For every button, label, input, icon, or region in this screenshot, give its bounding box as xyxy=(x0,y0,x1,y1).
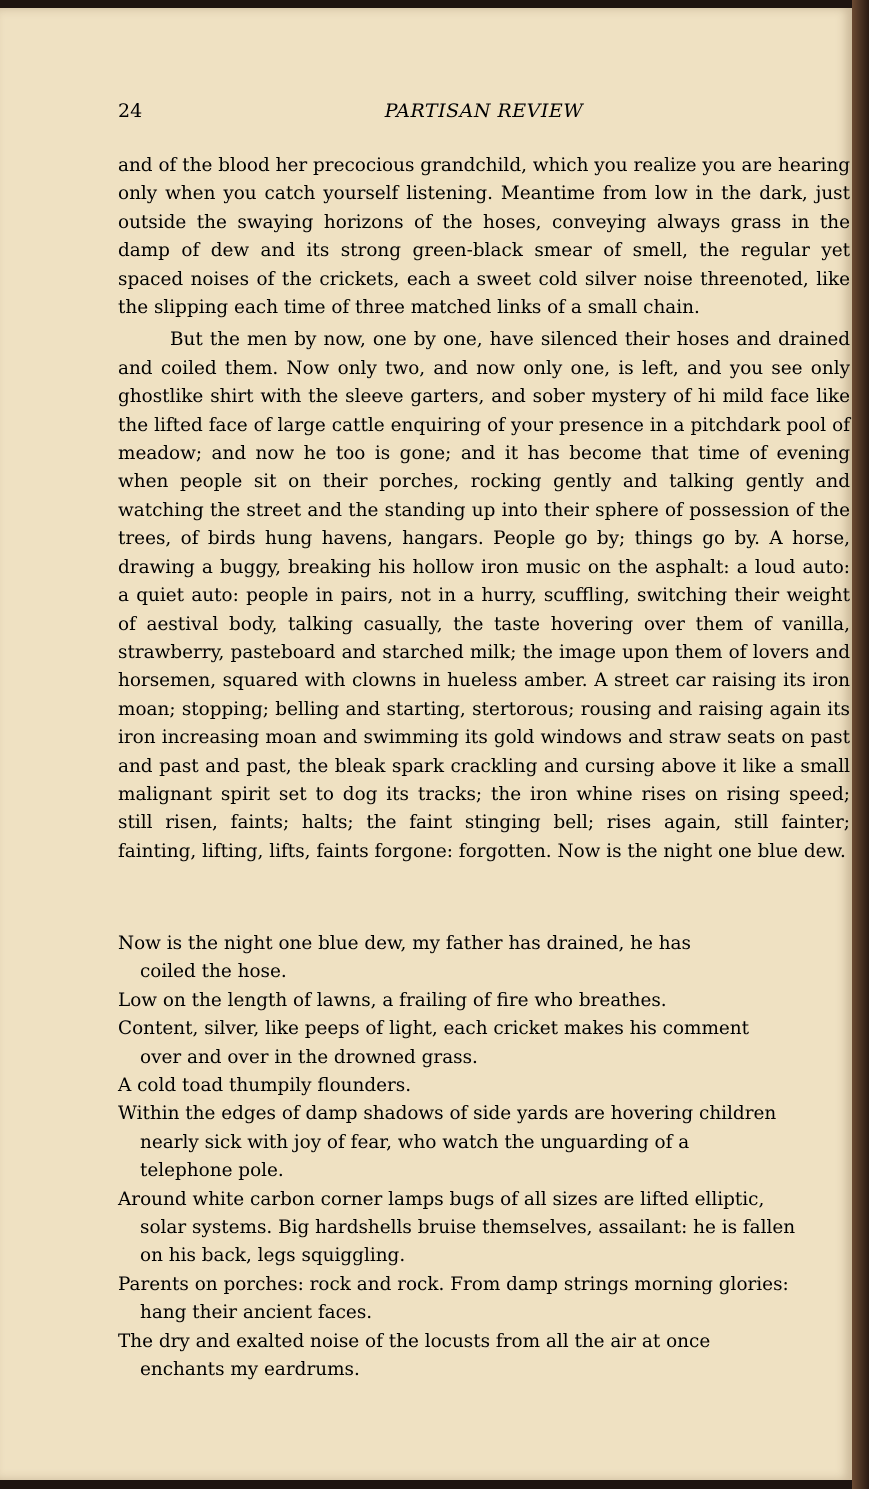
page-header xyxy=(118,100,850,130)
verse-line-2: Low on the length of lawns, a frailing of fire who breathes. xyxy=(118,989,667,1011)
running-title: PARTISAN REVIEW xyxy=(384,100,584,122)
prose-paragraph-2: But the men by now, one by one, have silenced their hoses and drained and coiled them. Now only two, and now only one, is left, and you see only ghostlike shirt with the sleeve garters, and sober mystery of hi mild face like the lifted face of large cattle enquiring of your presence in a pitchdark pool of meadow; and now he too is gone; and it has become that time of evening when people sit on their porches, rocking gently and talking gently and watching the street and the standing up into their sphere of possession of the trees, of birds hung havens, hangars. People go by; things go by. A horse, drawing a buggy, breaking his hollow iron music on the asphalt: a loud auto: a quiet auto: people in pairs, not in a hurry, scuffling, switching their weight of aestival body, talking casually, the taste hovering over them of vanilla, strawberry, pasteboard and starched milk; the image upon them of lovers and horsemen, squared with clowns in hueless amber. A street car raising its iron moan; stopping; belling and starting, stertorous; rousing and raising again its iron increasing moan and swimming its gold windows and straw seats on past and past and past, the bleak spark crackling and cursing above it like a small malignant spirit set to dog its tracks; the iron whine rises on rising speed; still risen, faints; halts; the faint stinging bell; rises again, still fainter; fainting, lifting, lifts, faints forgone: forgotten. Now is the night one blue dew. xyxy=(118,329,850,862)
prose-paragraph-1: and of the blood her precocious grandchild, which you realize you are hearing only when you catch yourself listening. Meantime from low in the dark, just outside the swaying horizons of the hoses, conveying always grass in the damp of dew and its strong green-black smear of smell, the regular yet spaced noises of the crickets, each a sweet cold silver noise threenoted, like the slipping each time of three matched links of a small chain. xyxy=(118,155,850,319)
prose-body xyxy=(118,152,850,866)
verse-line-7: Parents on porches: rock and rock. From damp strings morning glories: hang their ancient faces. xyxy=(118,1273,789,1324)
verse-line-3: Content, silver, like peeps of light, each cricket makes his comment over and over in the drowned grass. xyxy=(118,1018,750,1068)
verse-line-6: Around white carbon corner lamps bugs of all sizes are lifted elliptic, solar systems. Big hardshells bruise themselves, assailant: he is fallen on his back, legs squiggling. xyxy=(118,1188,796,1267)
verse-section xyxy=(118,930,858,1385)
page-number: 24 xyxy=(118,100,143,122)
verse-line-8: The dry and exalted noise of the locusts from all the air at once enchants my eardrums. xyxy=(118,1330,711,1381)
verse-line-4: A cold toad thumpily flounders. xyxy=(118,1075,412,1097)
verse-line-5: Within the edges of damp shadows of side yards are hovering children nearly sick with joy of fear, who watch the unguarding of a telephone pole. xyxy=(118,1103,777,1182)
verse-line-1: Now is the night one blue dew, my father has drained, he has coiled the hose. xyxy=(118,933,691,983)
